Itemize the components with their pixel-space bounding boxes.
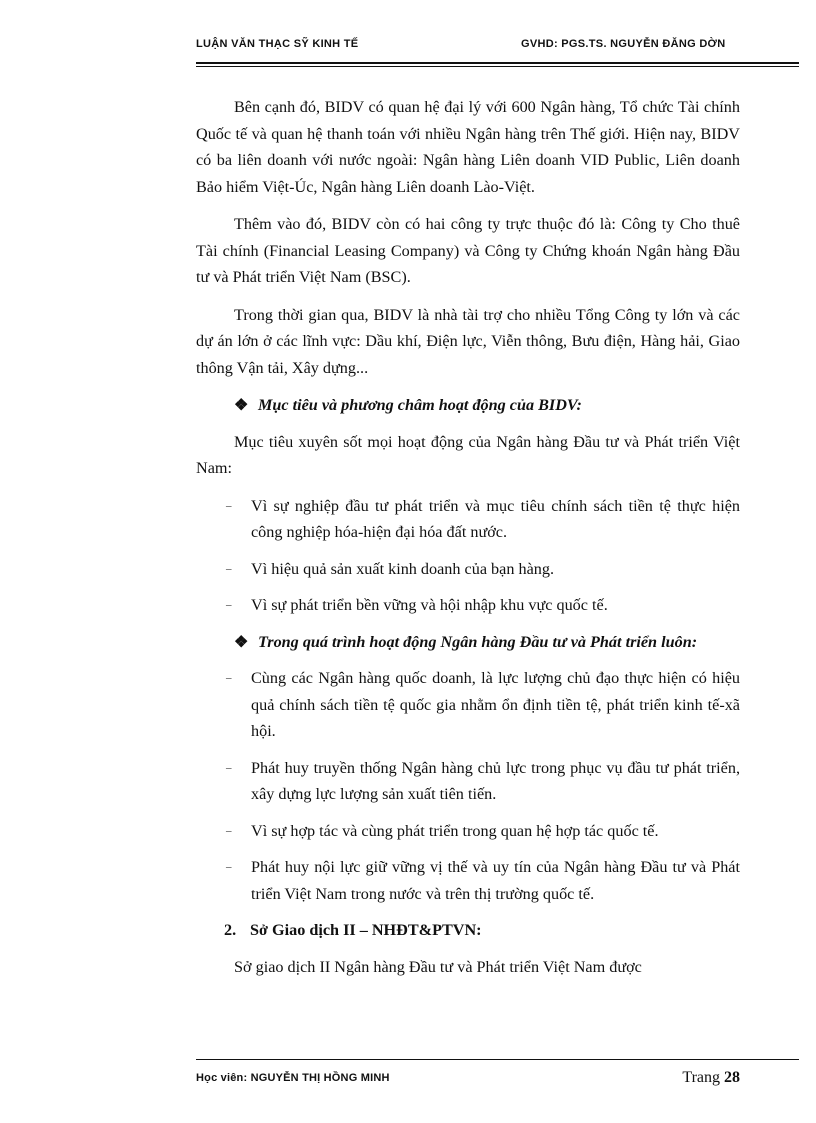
dash-bullet: – (226, 761, 232, 774)
list-item: – Cùng các Ngân hàng quốc doanh, là lực lượng chủ đạo thực hiện có hiệu quả chính sách tiền tệ quốc gia nhằm ổn định tiền tệ, phát triển kinh tế-xã hội. (196, 665, 740, 745)
page-number: Trang 28 (682, 1069, 740, 1086)
list-item: – Vì sự phát triển bền vững và hội nhập khu vực quốc tế. (196, 592, 740, 619)
section-heading: 2. Sở Giao dịch II – NHĐT&PTVN: (196, 917, 740, 944)
process-heading: ❖ Trong quá trình hoạt động Ngân hàng Đầu tư và Phát triển luôn: (196, 629, 740, 656)
paragraph: Thêm vào đó, BIDV còn có hai công ty trực thuộc đó là: Công ty Cho thuê Tài chính (Financial Leasing Company) và Công ty Chứng khoán Ngân hàng Đầu tư và Phát triển Việt Nam (BSC). (196, 215, 740, 286)
list-item: – Phát huy truyền thống Ngân hàng chủ lực trong phục vụ đầu tư phát triển, xây dựng lực lượng sản xuất tiên tiến. (196, 755, 740, 808)
dash-bullet: – (226, 672, 232, 684)
page-body (196, 94, 740, 991)
header-rule-thin (196, 66, 799, 67)
objectives-intro: Mục tiêu xuyên sốt mọi hoạt động của Ngân hàng Đầu tư và Phát triển Việt Nam: (196, 432, 740, 477)
list-item: – Vì sự hợp tác và cùng phát triển trong quan hệ hợp tác quốc tế. (196, 818, 740, 845)
diamond-bullet-icon: ❖ (234, 396, 249, 414)
page-header (196, 38, 799, 56)
dash-bullet: – (226, 861, 232, 873)
footer-rule (196, 1059, 799, 1060)
dash-bullet: – (226, 562, 232, 575)
header-rule-thick (196, 62, 799, 64)
paragraph: Bên cạnh đó, BIDV có quan hệ đại lý với 600 Ngân hàng, Tổ chức Tài chính Quốc tế và quan hệ thanh toán với nhiều Ngân hàng trên Thế giới. Hiện nay, BIDV có ba liên doanh với nước ngoài: Ngân hàng Liên doanh VID Public, Liên doanh Bảo hiểm Việt-Úc, Ngân hàng Liên doanh Lào-Việt. (196, 98, 740, 196)
dash-bullet: – (226, 499, 232, 512)
thesis-title: LUẬN VĂN THẠC SỸ KINH TẾ (196, 38, 359, 50)
section-number: 2. (224, 921, 237, 939)
list-item: – Vì sự nghiệp đầu tư phát triển và mục tiêu chính sách tiền tệ thực hiện công nghiệp hóa-hiện đại hóa đất nước. (196, 493, 740, 546)
dash-bullet: – (226, 599, 232, 611)
page-footer (196, 1069, 740, 1089)
list-item: – Vì hiệu quả sản xuất kinh doanh của bạn hàng. (196, 556, 740, 583)
supervisor: GVHD: PGS.TS. NGUYỄN ĐĂNG DỜN (521, 38, 726, 50)
dash-bullet: – (226, 824, 232, 837)
objectives-heading: ❖ Mục tiêu và phương châm hoạt động của BIDV: (196, 392, 740, 419)
paragraph: Trong thời gian qua, BIDV là nhà tài trợ cho nhiều Tổng Công ty lớn và các dự án lớn ở các lĩnh vực: Dầu khí, Điện lực, Viễn thông, Bưu điện, Hàng hải, Giao thông Vận tải, Xây dựng... (196, 305, 740, 377)
student-name: Học viên: NGUYỄN THỊ HỒNG MINH (196, 1072, 390, 1084)
paragraph: Sở giao dịch II Ngân hàng Đầu tư và Phát triển Việt Nam được (234, 957, 642, 976)
diamond-bullet-icon: ❖ (234, 632, 249, 651)
list-item: – Phát huy nội lực giữ vững vị thế và uy tín của Ngân hàng Đầu tư và Phát triển Việt Nam trong nước và trên thị trường quốc tế. (196, 854, 740, 907)
